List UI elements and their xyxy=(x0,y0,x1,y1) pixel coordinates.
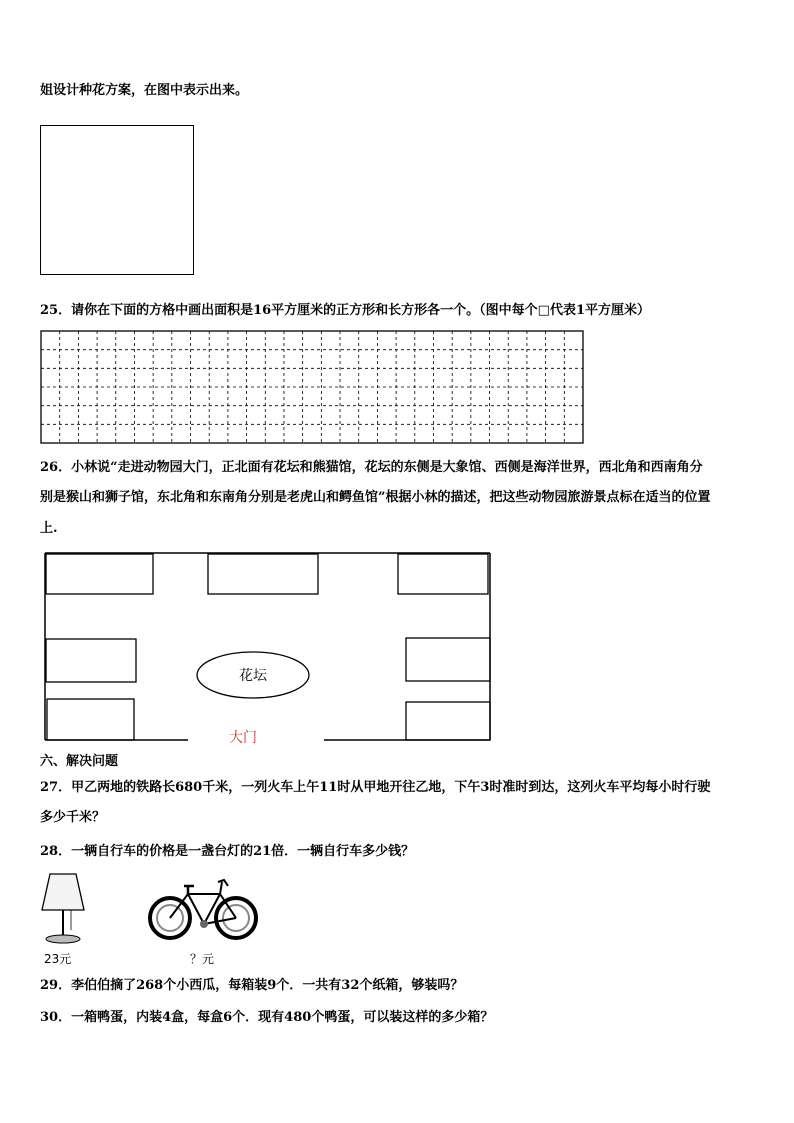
gate-label: 大门 xyxy=(229,730,257,744)
room-west xyxy=(46,639,136,682)
question-30: 30．一箱鸭蛋，内装4盒，每盒6个．现有480个鸭蛋，可以装这样的多少箱？ xyxy=(40,1010,494,1025)
question-28: 28．一辆自行车的价格是一盏台灯的21倍．一辆自行车多少钱？ xyxy=(40,844,415,859)
question-26-line1: 26．小林说“走进动物园大门，正北面有花坛和熊猫馆，花坛的东侧是大象馆、西侧是海洋世界，西北角和西南角分 xyxy=(40,460,703,475)
intro-text: 姐设计种花方案，在图中表示出来。 xyxy=(40,83,249,98)
room-northeast xyxy=(398,554,488,594)
lamp-icon xyxy=(36,870,96,950)
flower-bed-label: 花坛 xyxy=(239,668,267,684)
dotted-grid xyxy=(40,330,584,444)
lamp-price: 23元 xyxy=(44,952,72,966)
question-29: 29．李伯伯摘了268个小西瓜，每箱装9个．一共有32个纸箱，够装吗？ xyxy=(40,978,464,993)
question-27-line1: 27．甲乙两地的铁路长680千米，一列火车上午11时从甲地开往乙地，下午3时准时到达，这列火车平均每小时行驶 xyxy=(40,780,711,795)
zoo-map xyxy=(44,552,494,744)
question-26-line3: 上. xyxy=(40,521,58,536)
bicycle-icon xyxy=(148,872,260,948)
room-southeast xyxy=(406,702,490,740)
design-square xyxy=(40,125,194,275)
room-east xyxy=(406,638,490,681)
question-25: 25．请你在下面的方格中画出面积是16平方厘米的正方形和长方形各一个。（图中每个□代表1平方厘米） xyxy=(40,303,651,318)
question-26-line2: 别是猴山和狮子馆，东北角和东南角分别是老虎山和鳄鱼馆”根据小林的描述，把这些动物园旅游景点标在适当的位置 xyxy=(40,490,711,505)
room-southwest xyxy=(47,699,134,740)
room-north xyxy=(208,554,318,594)
question-27-line2: 多少千米？ xyxy=(40,810,106,825)
bike-price: ？元 xyxy=(190,952,215,966)
section-six-heading: 六、解决问题 xyxy=(40,754,119,769)
room-northwest xyxy=(46,554,153,594)
